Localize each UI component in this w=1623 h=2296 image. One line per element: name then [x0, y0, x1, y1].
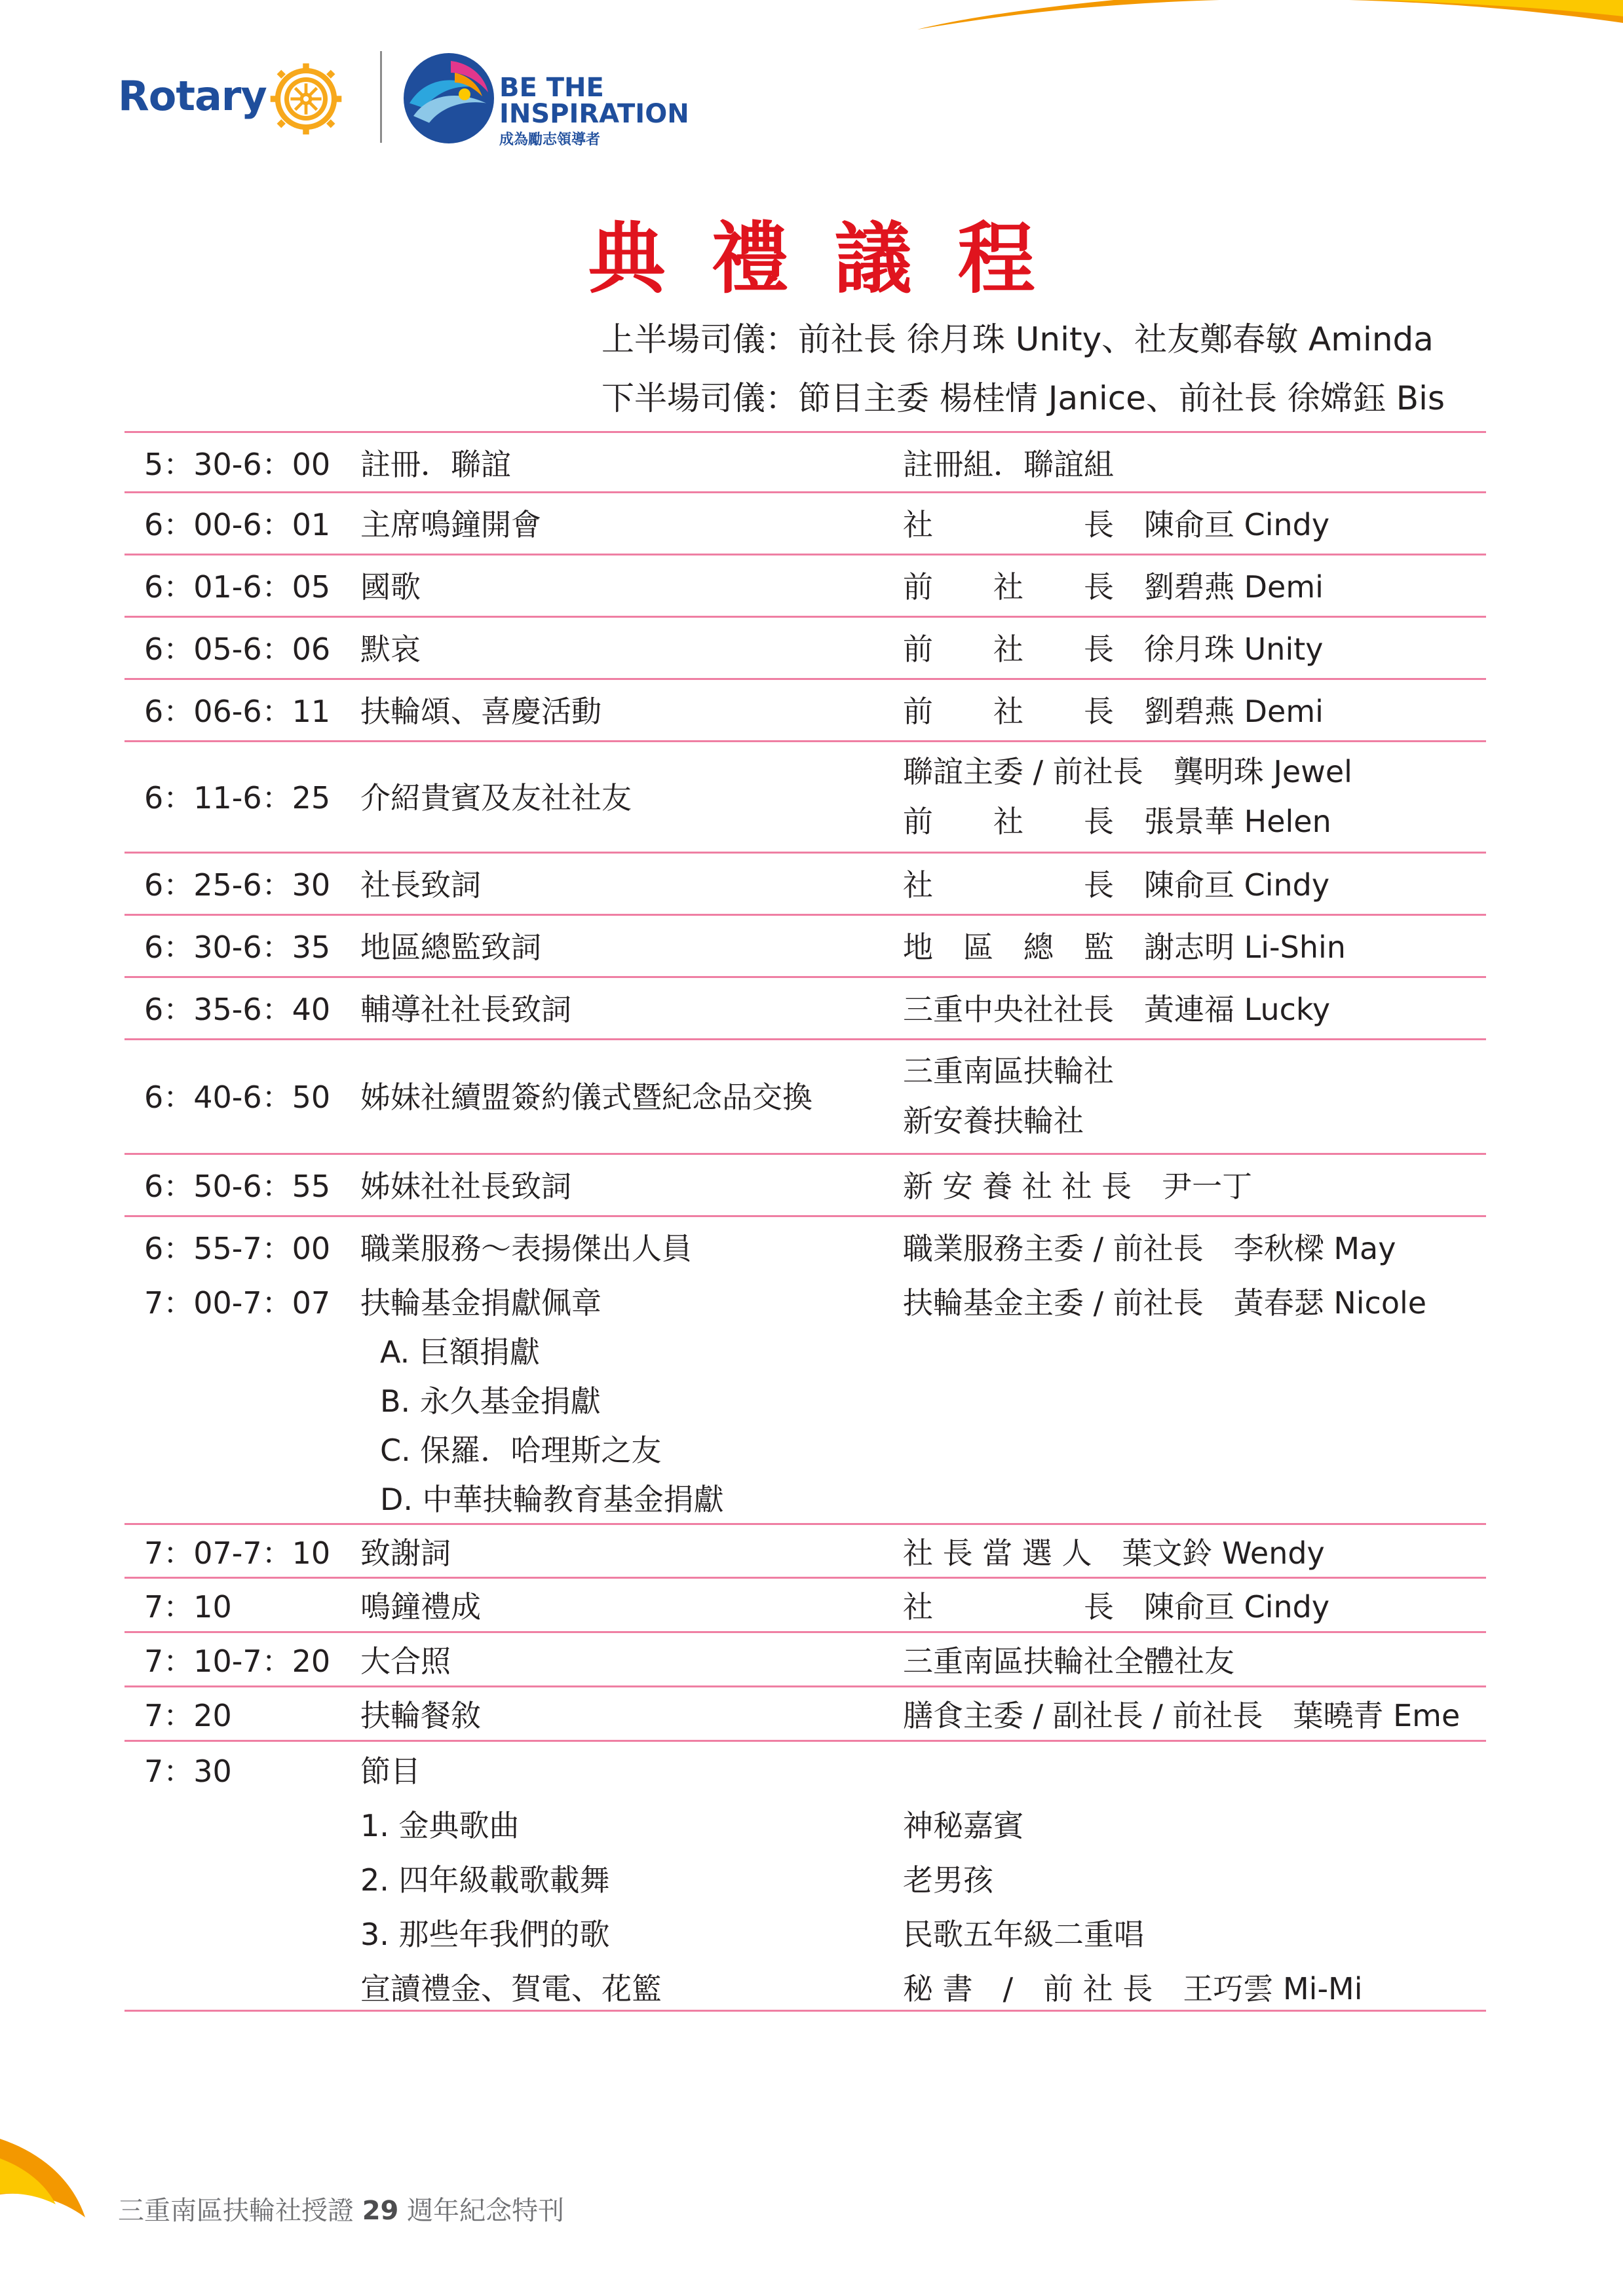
- page-title: 典禮議程: [588, 214, 1081, 304]
- agenda-presenter: 膳食主委 / 副社長 / 前社長 葉曉青 Eme: [903, 1698, 1461, 1733]
- agenda-item: 社長致詞: [360, 867, 481, 903]
- agenda-item: 致謝詞: [360, 1535, 451, 1571]
- agenda-presenter: 前 社 長 劉碧燕 Demi: [903, 694, 1324, 729]
- agenda-time: 6：55-7：00: [144, 1231, 331, 1266]
- program-item: 2. 四年級載歌載舞: [360, 1862, 610, 1898]
- agenda-time: 6：25-6：30: [144, 867, 331, 903]
- theme-line-1: BE THE: [499, 73, 604, 103]
- agenda-presenter: 新安養扶輪社: [903, 1103, 1084, 1139]
- agenda-row: [124, 431, 1486, 493]
- program-item: 1. 金典歌曲: [360, 1808, 520, 1843]
- agenda-time: 6：00-6：01: [144, 507, 331, 542]
- agenda-presenter: 三重南區扶輪社: [903, 1053, 1114, 1089]
- agenda-presenter: 三重中央社社長 黃連福 Lucky: [903, 992, 1331, 1027]
- agenda-row: [124, 1040, 1486, 1155]
- agenda-time: 7：07-7：10: [144, 1535, 331, 1571]
- agenda-time: 6：50-6：55: [144, 1169, 331, 1204]
- agenda-time: 6：30-6：35: [144, 930, 331, 965]
- donation-subitem: D. 中華扶輪教育基金捐獻: [380, 1482, 724, 1517]
- agenda-item: 地區總監致詞: [360, 930, 541, 965]
- emcee-first-half: 上半場司儀：前社長 徐月珠 Unity、社友鄭春敏 Aminda: [601, 320, 1434, 358]
- footer-publication: [118, 2190, 564, 2227]
- agenda-item: 鳴鐘禮成: [360, 1589, 481, 1625]
- agenda-presenter: 地 區 總 監 謝志明 Li-Shin: [903, 930, 1346, 965]
- agenda-item: 姊妹社續盟簽約儀式暨紀念品交換: [360, 1080, 812, 1115]
- donation-subitem: B. 永久基金捐獻: [380, 1383, 601, 1419]
- agenda-time: 7：30: [144, 1754, 232, 1789]
- agenda-row: [124, 1687, 1486, 1742]
- donation-subitem: C. 保羅．哈理斯之友: [380, 1433, 662, 1468]
- agenda-row: [124, 1276, 1486, 1525]
- agenda-presenter: 前 社 長 徐月珠 Unity: [903, 631, 1324, 667]
- agenda-item: 輔導社社長致詞: [360, 992, 571, 1027]
- program-performer: 神秘嘉賓: [903, 1808, 1023, 1843]
- theme-line-2: INSPIRATION: [499, 99, 689, 129]
- agenda-item: 扶輪基金捐獻佩章: [360, 1285, 601, 1321]
- agenda-presenter: 註冊組．聯誼組: [903, 447, 1114, 482]
- agenda-presenter: 社 長 陳俞亘 Cindy: [903, 867, 1330, 903]
- agenda-item: 扶輪餐敘: [360, 1698, 481, 1733]
- agenda-time: 7：10-7：20: [144, 1644, 331, 1679]
- agenda-row: [124, 1742, 1486, 2012]
- agenda-row: [124, 916, 1486, 978]
- agenda-row: [124, 618, 1486, 680]
- agenda-presenter: 扶輪基金主委 / 前社長 黃春瑟 Nicole: [903, 1285, 1427, 1321]
- agenda-presenter: 前 社 長 劉碧燕 Demi: [903, 569, 1324, 605]
- agenda-row: [124, 1217, 1486, 1276]
- agenda-item: 姊妹社社長致詞: [360, 1169, 571, 1204]
- program-performer: 老男孩: [903, 1862, 993, 1898]
- agenda-item: 節目: [360, 1754, 421, 1789]
- agenda-presenter: 職業服務主委 / 前社長 李秋樑 May: [903, 1231, 1396, 1266]
- program-performer: 民歌五年級二重唱: [903, 1917, 1144, 1952]
- agenda-presenter: 社 長 陳俞亘 Cindy: [903, 1589, 1330, 1625]
- agenda-time: 6：35-6：40: [144, 992, 331, 1027]
- agenda-time: 6：05-6：06: [144, 631, 331, 667]
- agenda-row: [124, 493, 1486, 555]
- agenda-item: 國歌: [360, 569, 421, 605]
- agenda-time: 7：20: [144, 1698, 232, 1733]
- program-performer: 秘 書 / 前 社 長 王巧雲 Mi-Mi: [903, 1971, 1363, 2006]
- agenda-time: 7：10: [144, 1589, 232, 1625]
- program-item: 3. 那些年我們的歌: [360, 1917, 610, 1952]
- agenda-row: [124, 680, 1486, 742]
- agenda-row: [124, 1633, 1486, 1687]
- agenda-time: 5：30-6：00: [144, 447, 331, 482]
- agenda-time: 6：06-6：11: [144, 694, 331, 729]
- agenda-item: 職業服務～表揚傑出人員: [360, 1231, 692, 1266]
- agenda-item: 扶輪頌、喜慶活動: [360, 694, 601, 729]
- program-item: 宣讀禮金、賀電、花籃: [360, 1971, 662, 2006]
- agenda-presenter: 社 長 當 選 人 葉文鈴 Wendy: [903, 1535, 1325, 1571]
- donation-subitem: A. 巨額捐獻: [380, 1334, 540, 1370]
- agenda-row: [124, 854, 1486, 916]
- agenda-presenter: 新 安 養 社 社 長 尹一丁: [903, 1169, 1253, 1204]
- agenda-row: [124, 742, 1486, 854]
- bottom-orange-swoosh: [0, 2132, 131, 2296]
- agenda-row: [124, 555, 1486, 618]
- agenda-row: [124, 1525, 1486, 1579]
- agenda-row: [124, 978, 1486, 1040]
- agenda-row: [124, 1155, 1486, 1217]
- logo-divider: [380, 51, 382, 143]
- agenda-presenter: 聯誼主委 / 前社長 龔明珠 Jewel: [903, 754, 1352, 789]
- agenda-item: 註冊．聯誼: [360, 447, 511, 482]
- agenda-item: 主席鳴鐘開會: [360, 507, 541, 542]
- theme-subtitle: 成為勵志領導者: [499, 132, 601, 148]
- footer-prefix: 三重南區扶輪社授證: [118, 2196, 362, 2226]
- footer-anniversary-number: 29: [362, 2196, 399, 2226]
- agenda-time: 6：01-6：05: [144, 569, 331, 605]
- agenda-time: 7：00-7：07: [144, 1285, 331, 1321]
- agenda-item: 默哀: [360, 631, 421, 667]
- agenda-time: 6：40-6：50: [144, 1080, 331, 1115]
- agenda-presenter: 三重南區扶輪社全體社友: [903, 1644, 1234, 1679]
- agenda-table: [124, 431, 1486, 2012]
- footer-suffix: 週年紀念特刊: [398, 2196, 565, 2226]
- agenda-row: [124, 1579, 1486, 1633]
- agenda-presenter: 前 社 長 張景華 Helen: [903, 804, 1331, 839]
- rotary-wheel-icon: [267, 60, 345, 138]
- agenda-presenter: 社 長 陳俞亘 Cindy: [903, 507, 1330, 542]
- agenda-item: 介紹貴賓及友社社友: [360, 780, 632, 816]
- inspiration-wave-icon: [400, 49, 498, 147]
- logo-area: [118, 46, 708, 151]
- emcee-second-half: 下半場司儀：節目主委 楊桂情 Janice、前社長 徐嫦鈺 Bis: [601, 379, 1445, 417]
- agenda-time: 6：11-6：25: [144, 780, 331, 816]
- rotary-wordmark: Rotary: [118, 72, 267, 120]
- agenda-item: 大合照: [360, 1644, 451, 1679]
